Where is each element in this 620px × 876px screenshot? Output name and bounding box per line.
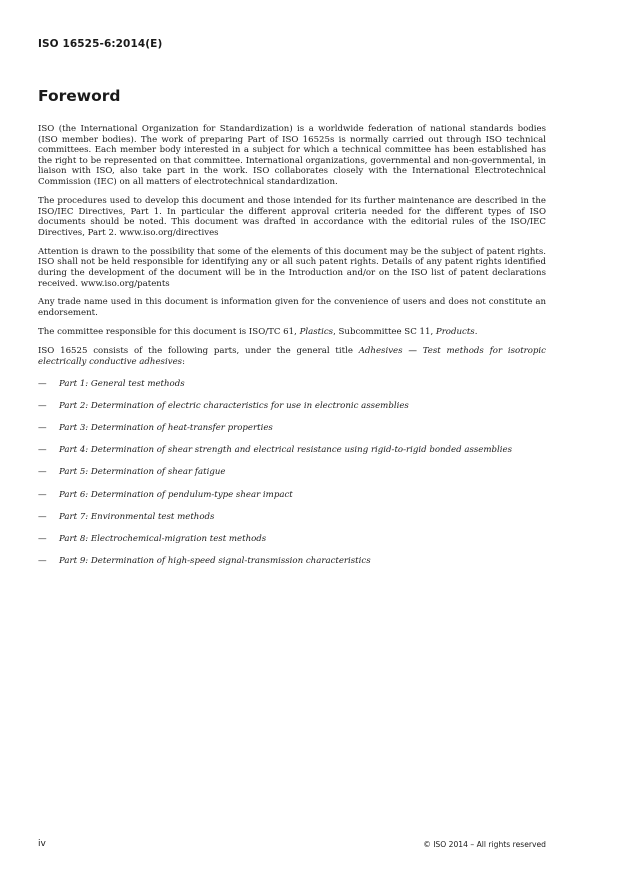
paragraph-trade-name: Any trade name used in this document is information given for the convenience of users and does not constitute an endorsement. <box>38 297 546 319</box>
document-page <box>38 0 546 876</box>
list-item-text: Part 2: Determination of electric characteristics for use in electronic assemblies <box>59 400 409 411</box>
list-item <box>38 445 546 456</box>
parts-general-title: Adhesives — Test methods for isotropic electrically conductive adhesives <box>38 346 546 367</box>
committee-text-c: . <box>474 327 478 338</box>
parts-intro-text-b: : <box>182 356 185 367</box>
list-item <box>38 556 546 567</box>
list-item-text: Part 4: Determination of shear strength and electrical resistance using rigid-to-rigid bonded assemblies <box>59 445 513 456</box>
foreword-body <box>38 124 546 578</box>
list-dash: — <box>38 378 47 389</box>
page-footer <box>38 839 546 851</box>
list-item <box>38 490 546 501</box>
committee-products: Products <box>435 327 475 338</box>
paragraph-procedures: The procedures used to develop this document and those intended for its further maintenance are described in the ISO/IEC Directives, Part 1. In particular the different approval criteria needed for the different types of ISO documents should be noted. This document was drafted in accordance with the editorial rules of the ISO/IEC Directives, Part 2. www.iso.org/directives <box>38 195 546 238</box>
list-item <box>38 423 546 434</box>
parts-list <box>38 379 546 567</box>
list-dash: — <box>38 511 47 522</box>
list-item-text: Part 7: Environmental test methods <box>59 511 215 522</box>
paragraph-committee <box>38 327 546 338</box>
document-id-header: ISO 16525-6:2014(E) <box>38 38 163 50</box>
list-item-text: Part 9: Determination of high-speed signal-transmission characteristics <box>59 556 371 567</box>
list-dash: — <box>38 400 47 411</box>
list-item <box>38 401 546 412</box>
committee-plastics: Plastics <box>299 327 334 338</box>
list-item-text: Part 8: Electrochemical-migration test methods <box>59 533 267 544</box>
list-item <box>38 534 546 545</box>
list-dash: — <box>38 489 47 500</box>
list-item-text: Part 3: Determination of heat-transfer properties <box>59 423 273 433</box>
committee-text-b: , Subcommittee SC 11, <box>333 327 436 338</box>
list-item-text: Part 1: General test methods <box>59 378 185 389</box>
page-number: iv <box>38 839 46 849</box>
paragraph-iso-intro: ISO (the International Organization for Standardization) is a worldwide federation of national standards bodies (ISO member bodies). The work of preparing Part of ISO 16525s is normally carried out through ISO technical committees. Each member body interested in a subject for which a technical committee has been established has the right to be represented on that committee. International organizations, governmental and non-governmental, in liaison with ISO, also take part in the work. ISO collaborates closely with the International Electrotechnical Commission (IEC) on all matters of electrotechnical standardization. <box>38 124 546 187</box>
committee-text-a: The committee responsible for this document is ISO/TC 61, <box>38 327 300 338</box>
list-item-text: Part 6: Determination of pendulum-type shear impact <box>59 489 293 500</box>
list-item <box>38 379 546 390</box>
list-dash: — <box>38 556 47 567</box>
paragraph-patents: Attention is drawn to the possibility that some of the elements of this document may be the subject of patent rights. ISO shall not be held responsible for identifying any or all such patent rights. Details of any patent rights identified during the development of the document will be in the Introduction and/or on the ISO list of patent declarations received. www.iso.org/patents <box>38 246 546 289</box>
list-item-text: Part 5: Determination of shear fatigue <box>59 467 226 478</box>
page-title: Foreword <box>38 87 121 105</box>
paragraph-parts-intro <box>38 346 546 367</box>
list-dash: — <box>38 423 47 433</box>
list-item <box>38 512 546 523</box>
copyright-notice: © ISO 2014 – All rights reserved <box>423 840 546 849</box>
list-dash: — <box>38 533 47 544</box>
list-dash: — <box>38 467 47 478</box>
list-item <box>38 467 546 478</box>
list-dash: — <box>38 445 47 456</box>
parts-intro-text-a: ISO 16525 consists of the following parts, under the general title <box>38 346 359 357</box>
